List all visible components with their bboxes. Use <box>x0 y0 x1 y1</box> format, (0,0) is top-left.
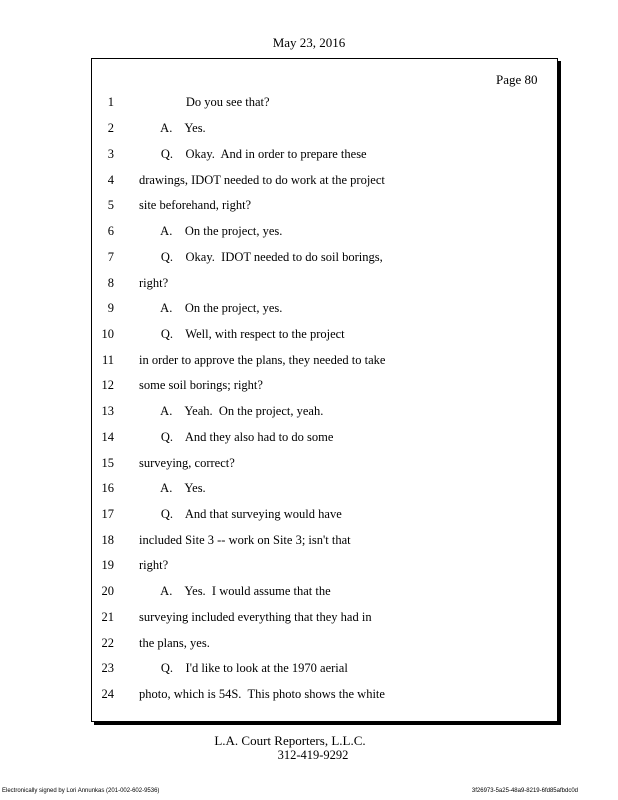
line-text: A. On the project, yes. <box>139 301 283 315</box>
transcript-line <box>0 503 618 525</box>
line-number: 3 <box>107 147 114 161</box>
line-text: included Site 3 -- work on Site 3; isn't that <box>139 533 351 547</box>
line-text: A. Yeah. On the project, yeah. <box>139 404 324 418</box>
line-number: 14 <box>101 430 114 444</box>
line-number: 9 <box>107 301 114 315</box>
line-text: A. On the project, yes. <box>139 224 283 238</box>
transcript-line <box>0 477 618 499</box>
line-number: 12 <box>101 378 114 392</box>
transcript-line <box>0 657 618 679</box>
transcript-line <box>0 194 618 216</box>
line-number: 22 <box>101 636 114 650</box>
transcript-line <box>0 169 618 191</box>
line-number: 6 <box>107 224 114 238</box>
line-number: 11 <box>101 353 114 367</box>
line-number: 8 <box>107 276 114 290</box>
transcript-line <box>0 400 618 422</box>
line-number: 21 <box>101 610 114 624</box>
line-text: A. Yes. <box>139 481 206 495</box>
transcript-line <box>0 632 618 654</box>
line-text: Q. And they also had to do some <box>139 430 334 444</box>
line-text: A. Yes. <box>139 121 206 135</box>
transcript-line <box>0 452 618 474</box>
line-number: 13 <box>101 404 114 418</box>
line-text: right? <box>139 558 169 572</box>
line-text: Do you see that? <box>139 95 270 109</box>
transcript-line <box>0 323 618 345</box>
line-number: 18 <box>101 533 114 547</box>
line-number: 24 <box>101 687 114 701</box>
transcript-line <box>0 91 618 113</box>
transcript-line <box>0 349 618 371</box>
line-text: A. Yes. I would assume that the <box>139 584 331 598</box>
line-text: drawings, IDOT needed to do work at the project <box>139 173 385 187</box>
line-text: right? <box>139 276 169 290</box>
line-text: Q. And that surveying would have <box>139 507 342 521</box>
transcript-line <box>0 246 618 268</box>
line-number: 4 <box>107 173 114 187</box>
transcript-line <box>0 554 618 576</box>
line-text: some soil borings; right? <box>139 378 263 392</box>
transcript-line <box>0 117 618 139</box>
transcript-date: May 23, 2016 <box>272 35 346 50</box>
line-number: 1 <box>107 95 114 109</box>
page-number: Page 80 <box>496 72 538 87</box>
line-text: Q. Okay. IDOT needed to do soil borings, <box>139 250 383 264</box>
line-number: 10 <box>101 327 114 341</box>
document-id: 3f26973-5a25-48a9-8219-6fd85afbdc0d <box>471 788 578 794</box>
line-text: photo, which is 54S. This photo shows the white <box>139 687 385 701</box>
transcript-line <box>0 272 618 294</box>
transcript-line <box>0 580 618 602</box>
line-number: 2 <box>107 121 114 135</box>
transcript-line <box>0 529 618 551</box>
transcript-line <box>0 683 618 705</box>
transcript-line <box>0 374 618 396</box>
line-number: 20 <box>101 584 114 598</box>
line-number: 15 <box>101 456 114 470</box>
line-text: Q. Well, with respect to the project <box>139 327 345 341</box>
transcript-line <box>0 220 618 242</box>
transcript-line <box>0 143 618 165</box>
transcript-line <box>0 606 618 628</box>
transcript-line <box>0 297 618 319</box>
line-text: surveying, correct? <box>139 456 235 470</box>
line-text: site beforehand, right? <box>139 198 252 212</box>
line-text: surveying included everything that they had in <box>139 610 372 624</box>
line-number: 19 <box>101 558 114 572</box>
line-text: the plans, yes. <box>139 636 210 650</box>
line-number: 5 <box>107 198 114 212</box>
reporter-phone: 312-419-9292 <box>277 748 349 762</box>
line-text: Q. I'd like to look at the 1970 aerial <box>139 661 348 675</box>
line-number: 16 <box>101 481 114 495</box>
line-text: in order to approve the plans, they needed to take <box>139 353 386 367</box>
line-number: 7 <box>107 250 114 264</box>
line-number: 23 <box>101 661 114 675</box>
transcript-line <box>0 426 618 448</box>
line-number: 17 <box>101 507 114 521</box>
electronic-signature: Electronically signed by Lori Annunkas (201-002-602-9536) <box>2 788 160 794</box>
reporter-company: L.A. Court Reporters, L.L.C. <box>214 733 366 748</box>
line-text: Q. Okay. And in order to prepare these <box>139 147 367 161</box>
